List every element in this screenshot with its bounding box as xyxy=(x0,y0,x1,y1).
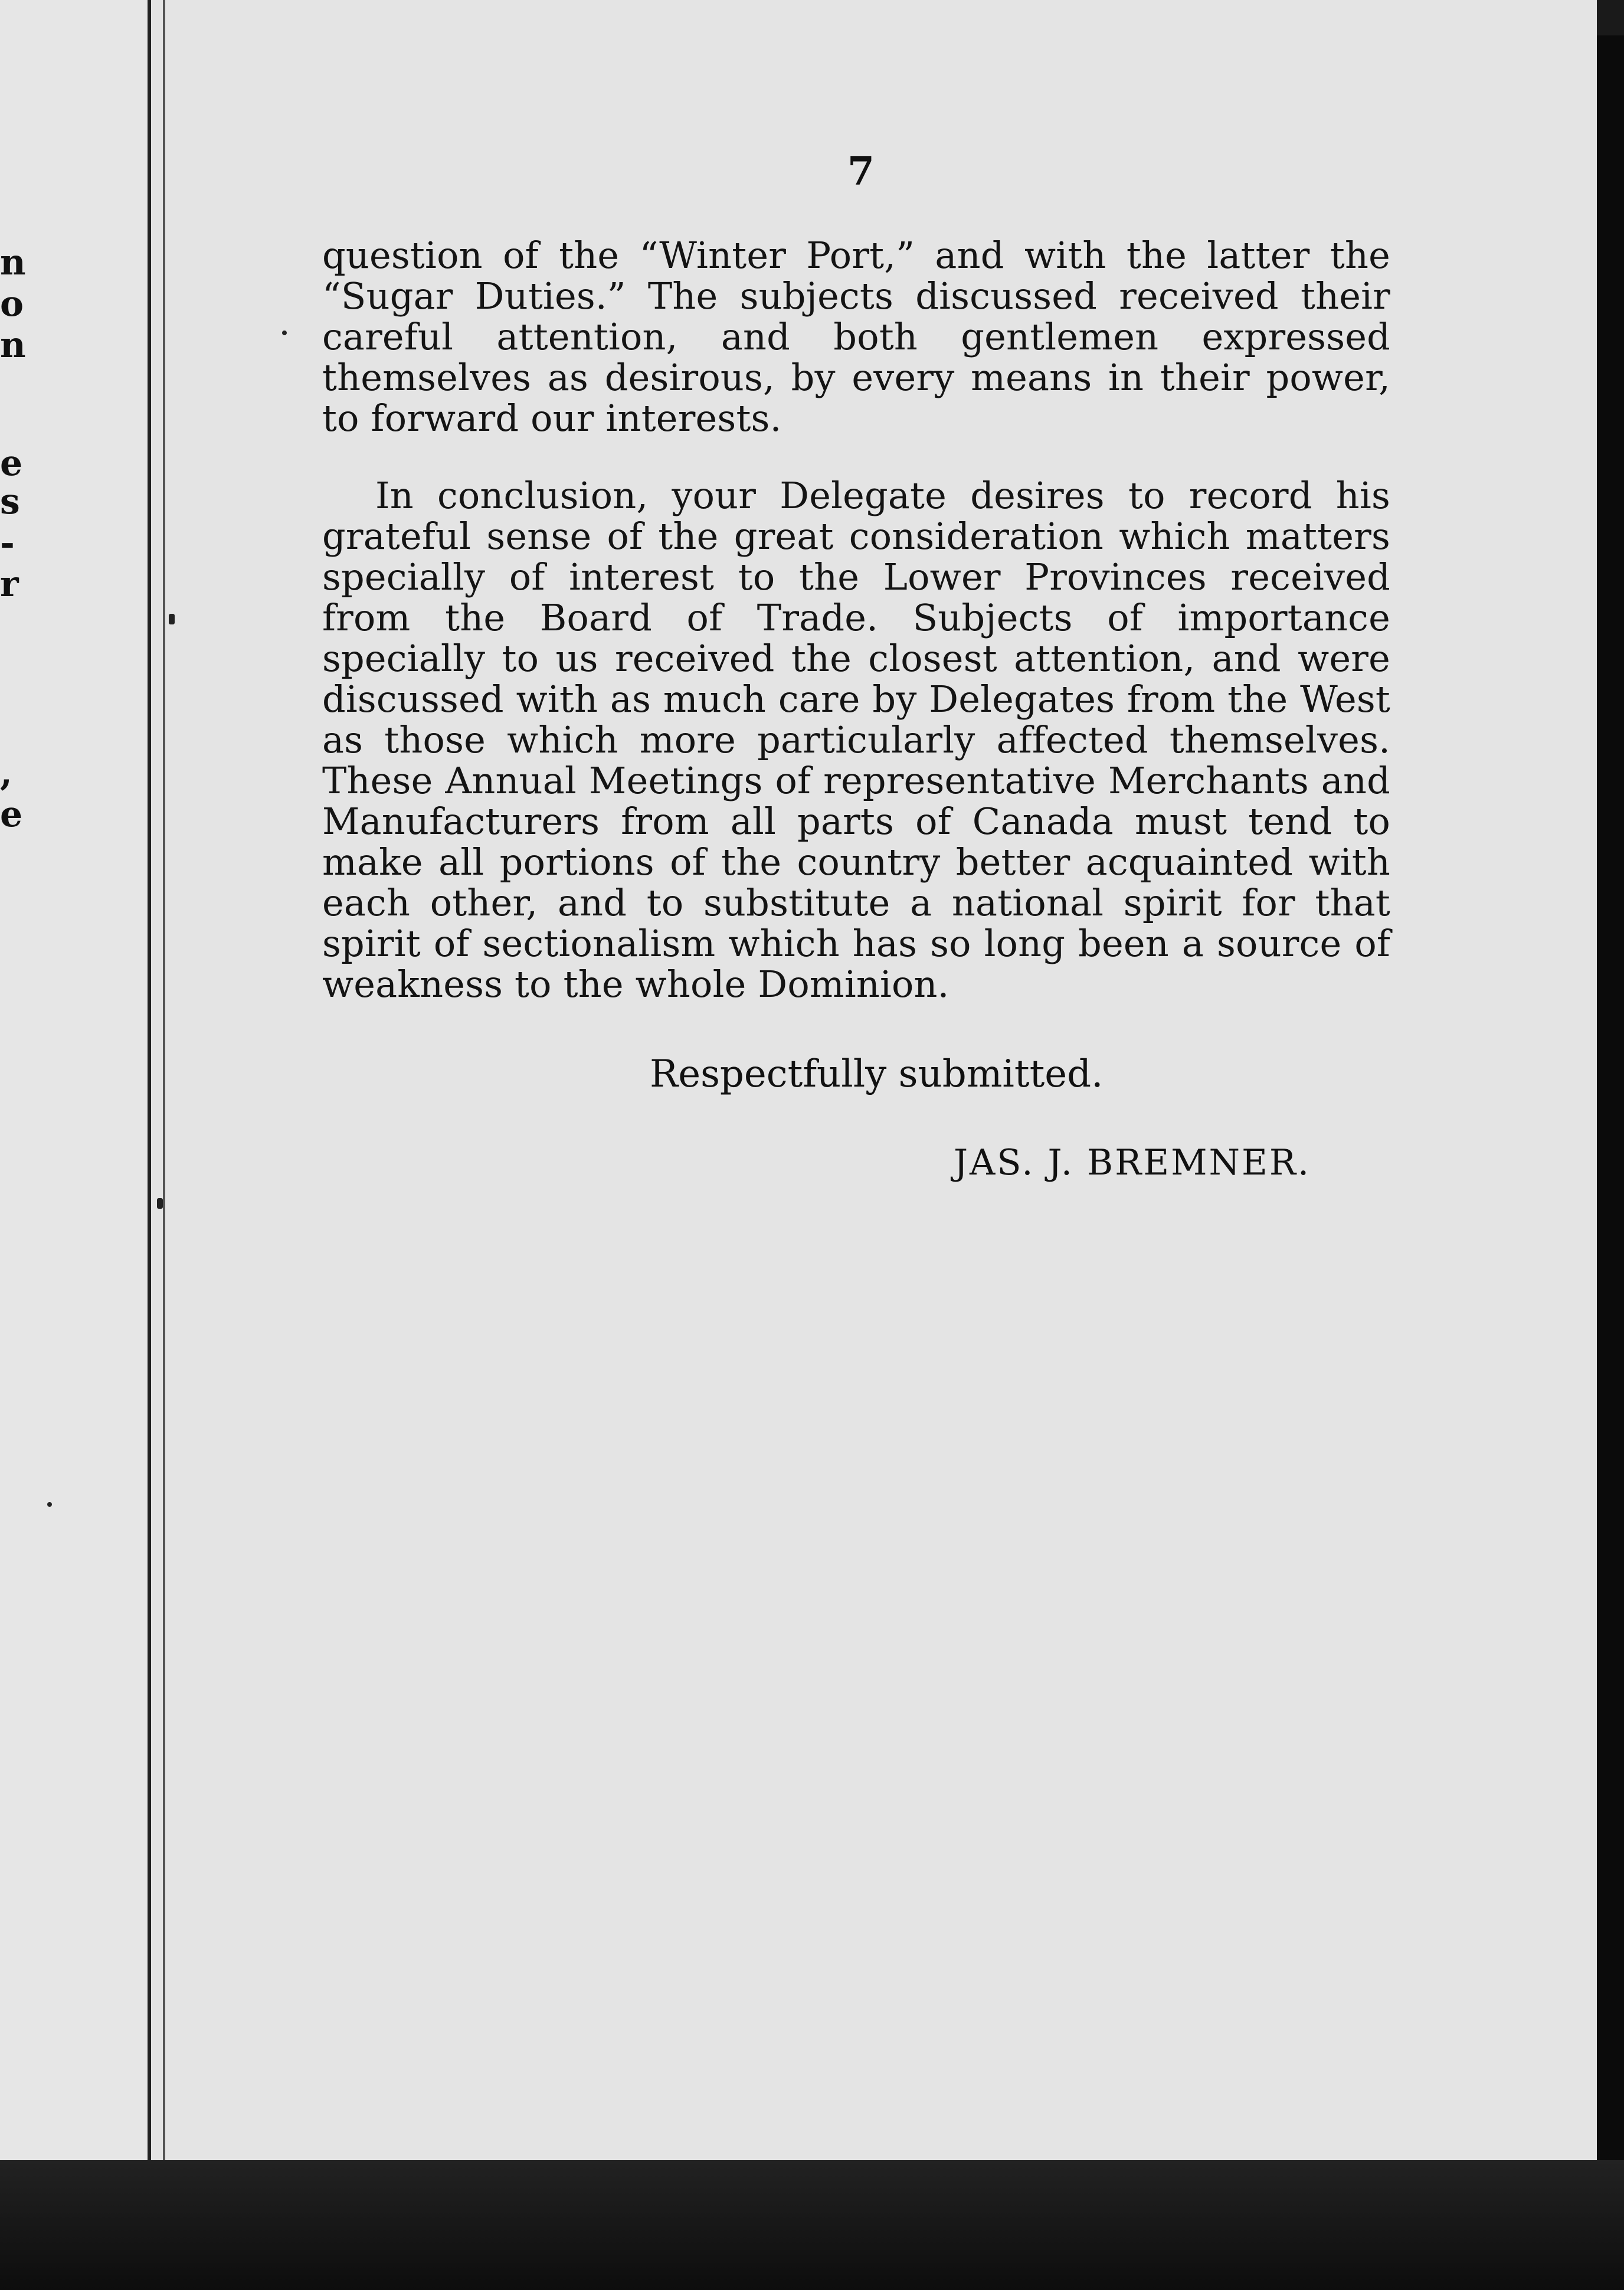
left-edge-letter: , xyxy=(0,753,12,794)
left-edge-letter: e xyxy=(0,794,23,835)
left-edge-letter: e xyxy=(0,443,23,484)
paragraph-1: question of the “Winter Port,” and with the latter the “Sugar Duties.” The subjects discussed received their careful attention, and both gentlemen expressed themselves as desirous, by every means in their power, to forward our interests. xyxy=(322,234,1390,440)
left-edge-letter: s xyxy=(0,481,20,522)
left-edge-letter: r xyxy=(0,564,19,605)
closing-line: Respectfully submitted. xyxy=(650,1052,1104,1096)
binding-mark xyxy=(157,1198,163,1209)
binding-mark xyxy=(169,614,175,624)
ink-speck xyxy=(47,1502,52,1507)
left-edge-letter: n xyxy=(0,242,26,283)
scanner-bed-bottom xyxy=(0,2160,1624,2290)
left-edge-letter: o xyxy=(0,283,24,325)
left-edge-letter: - xyxy=(0,522,15,564)
left-edge-letter: n xyxy=(0,325,26,366)
left-facing-page xyxy=(0,0,150,2160)
document-page xyxy=(148,0,1597,2160)
signature: JAS. J. BREMNER. xyxy=(954,1142,1311,1183)
paragraph-2: In conclusion, your Delegate desires to record his grateful sense of the great consideration which matters specially of interest to the Lower Provinces received from the Board of Trade. Subjects of importance specially to us received the closest attention, and were discussed with as much care by Delegates from the West as those which more particularly affected themselves. These Annual Meetings of representative Merchants and Manufacturers from all parts of Canada must tend to make all portions of the country better acquainted with each other, and to substitute a national spirit for that spirit of sectionalism which has so long been a source of weakness to the whole Dominion. xyxy=(322,474,1390,1006)
page-number: 7 xyxy=(847,148,875,194)
binding-gutter xyxy=(163,0,165,2160)
ink-speck xyxy=(282,331,287,335)
